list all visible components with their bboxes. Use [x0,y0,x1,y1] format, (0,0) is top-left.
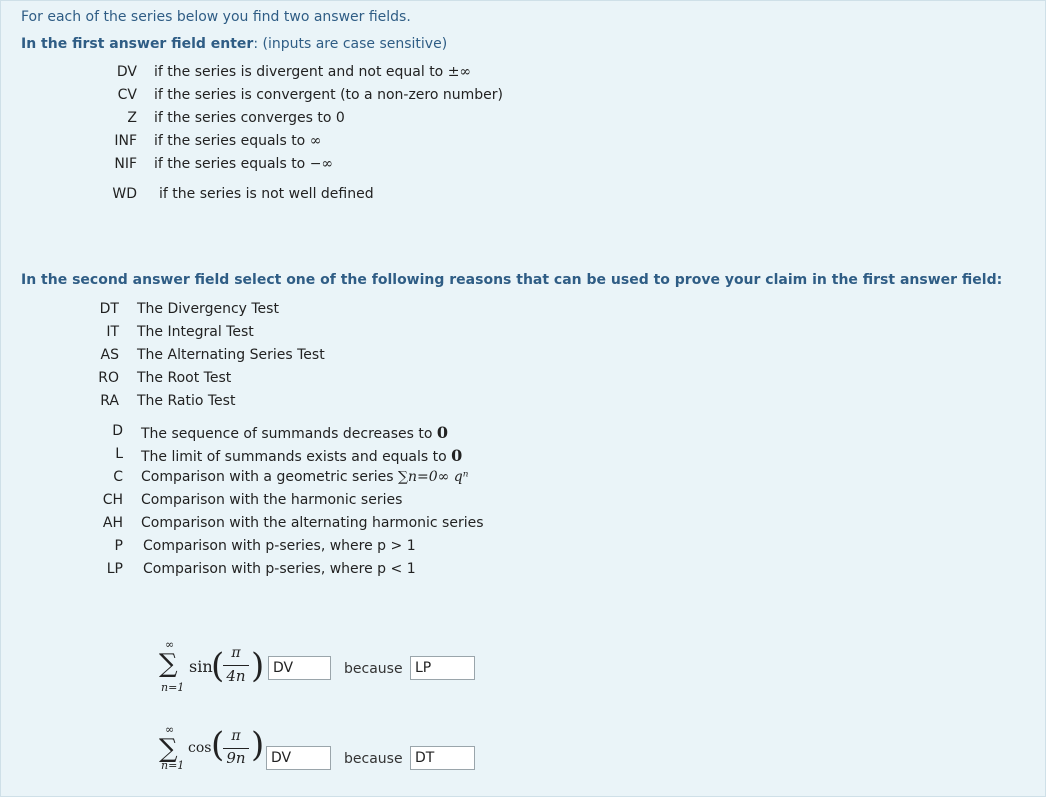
option-desc-dv-text: if the series is divergent and not equal to [154,64,448,80]
reason-code-c: C [113,469,123,485]
answer2-input-series-1[interactable]: LP [410,656,475,680]
because-label-1: because [344,661,403,677]
option-code-wd: WD [112,186,137,202]
reason-desc-d [141,423,448,442]
series-2-denominator: 9n [226,749,246,767]
option-code-nif: NIF [114,156,137,172]
right-paren: ) [251,646,265,686]
reason-desc-lp: Comparison with p-series, where p < 1 [143,561,416,577]
series-2-numerator: π [231,728,241,744]
option-desc-nif-text: if the series equals to [154,156,310,172]
reason-desc-l-text: The limit of summands exists and equals to [141,449,452,465]
test-code-dt: DT [99,301,119,317]
series-1-upper-limit: ∞ [165,638,175,651]
option-desc-inf [154,133,321,149]
option-desc-z: if the series converges to 0 [154,110,345,126]
reason-code-l: L [115,446,123,462]
first-field-heading [21,36,447,52]
reason-desc-c [141,469,468,485]
test-code-ro: RO [98,370,119,386]
series-1-denominator: 4n [226,667,246,685]
sigma-icon: ∑ [159,649,178,679]
test-desc-as: The Alternating Series Test [137,347,325,363]
option-desc-nif-math: −∞ [309,156,334,172]
option-code-cv: CV [117,87,137,103]
option-code-dv: DV [116,64,137,80]
test-code-ra: RA [100,393,119,409]
reason-desc-l-math: 0 [451,446,463,465]
reason-desc-ah: Comparison with the alternating harmonic series [141,515,484,531]
option-desc-dv [154,64,471,80]
reason-desc-ch: Comparison with the harmonic series [141,492,403,508]
reason-code-p: P [114,538,123,554]
option-desc-inf-text: if the series equals to [154,133,310,149]
test-code-as: AS [100,347,119,363]
reason-code-d: D [112,423,123,439]
fraction-bar [223,665,249,666]
option-desc-nif [154,156,333,172]
left-paren: ( [211,646,225,686]
reason-desc-d-text: The sequence of summands decreases to [141,426,437,442]
second-field-heading-text: In the second answer field select one of the following reasons that can be used to prove your claim in the first answer field: [21,272,1003,288]
series-2-upper-limit: ∞ [165,723,175,736]
option-desc-dv-math: ±∞ [447,64,472,80]
reason-desc-p: Comparison with p-series, where p > 1 [143,538,416,554]
option-code-z: Z [127,110,137,126]
reason-code-ah: AH [102,515,123,531]
option-desc-wd: if the series is not well defined [159,186,374,202]
reason-desc-d-math: 0 [436,423,449,442]
option-desc-cv: if the series is convergent (to a non-zero number) [154,87,503,103]
series-2-lower-limit: n=1 [161,759,185,772]
option-desc-inf-math: ∞ [309,133,322,149]
first-field-heading-bold: In the first answer field enter [21,36,254,52]
answer2-input-series-2[interactable]: DT [410,746,475,770]
test-desc-ro: The Root Test [137,370,232,386]
reason-desc-c-math: ∑n=0∞ qⁿ [397,469,469,485]
reason-code-ch: CH [102,492,123,508]
left-paren: ( [211,725,225,765]
second-field-heading [21,272,1002,288]
sigma-icon: ∑ [159,734,178,764]
right-paren: ) [251,725,265,765]
series-1-numerator: π [231,645,241,661]
option-code-inf: INF [114,133,137,149]
series-1-function: sin [189,657,213,676]
because-label-2: because [344,751,403,767]
series-1-lower-limit: n=1 [161,681,185,694]
reason-code-lp: LP [106,561,123,577]
test-desc-ra: The Ratio Test [137,393,236,409]
answer1-input-series-2[interactable]: DV [266,746,331,770]
reason-desc-l [141,446,462,465]
series-2-function: cos [188,740,212,756]
first-field-heading-rest: : (inputs are case sensitive) [253,36,448,52]
intro-text: For each of the series below you find two answer fields. [21,9,411,25]
reason-desc-c-text: Comparison with a geometric series [141,469,398,485]
test-desc-it: The Integral Test [137,324,254,340]
test-desc-dt: The Divergency Test [137,301,279,317]
test-code-it: IT [106,324,119,340]
answer1-input-series-1[interactable]: DV [268,656,331,680]
